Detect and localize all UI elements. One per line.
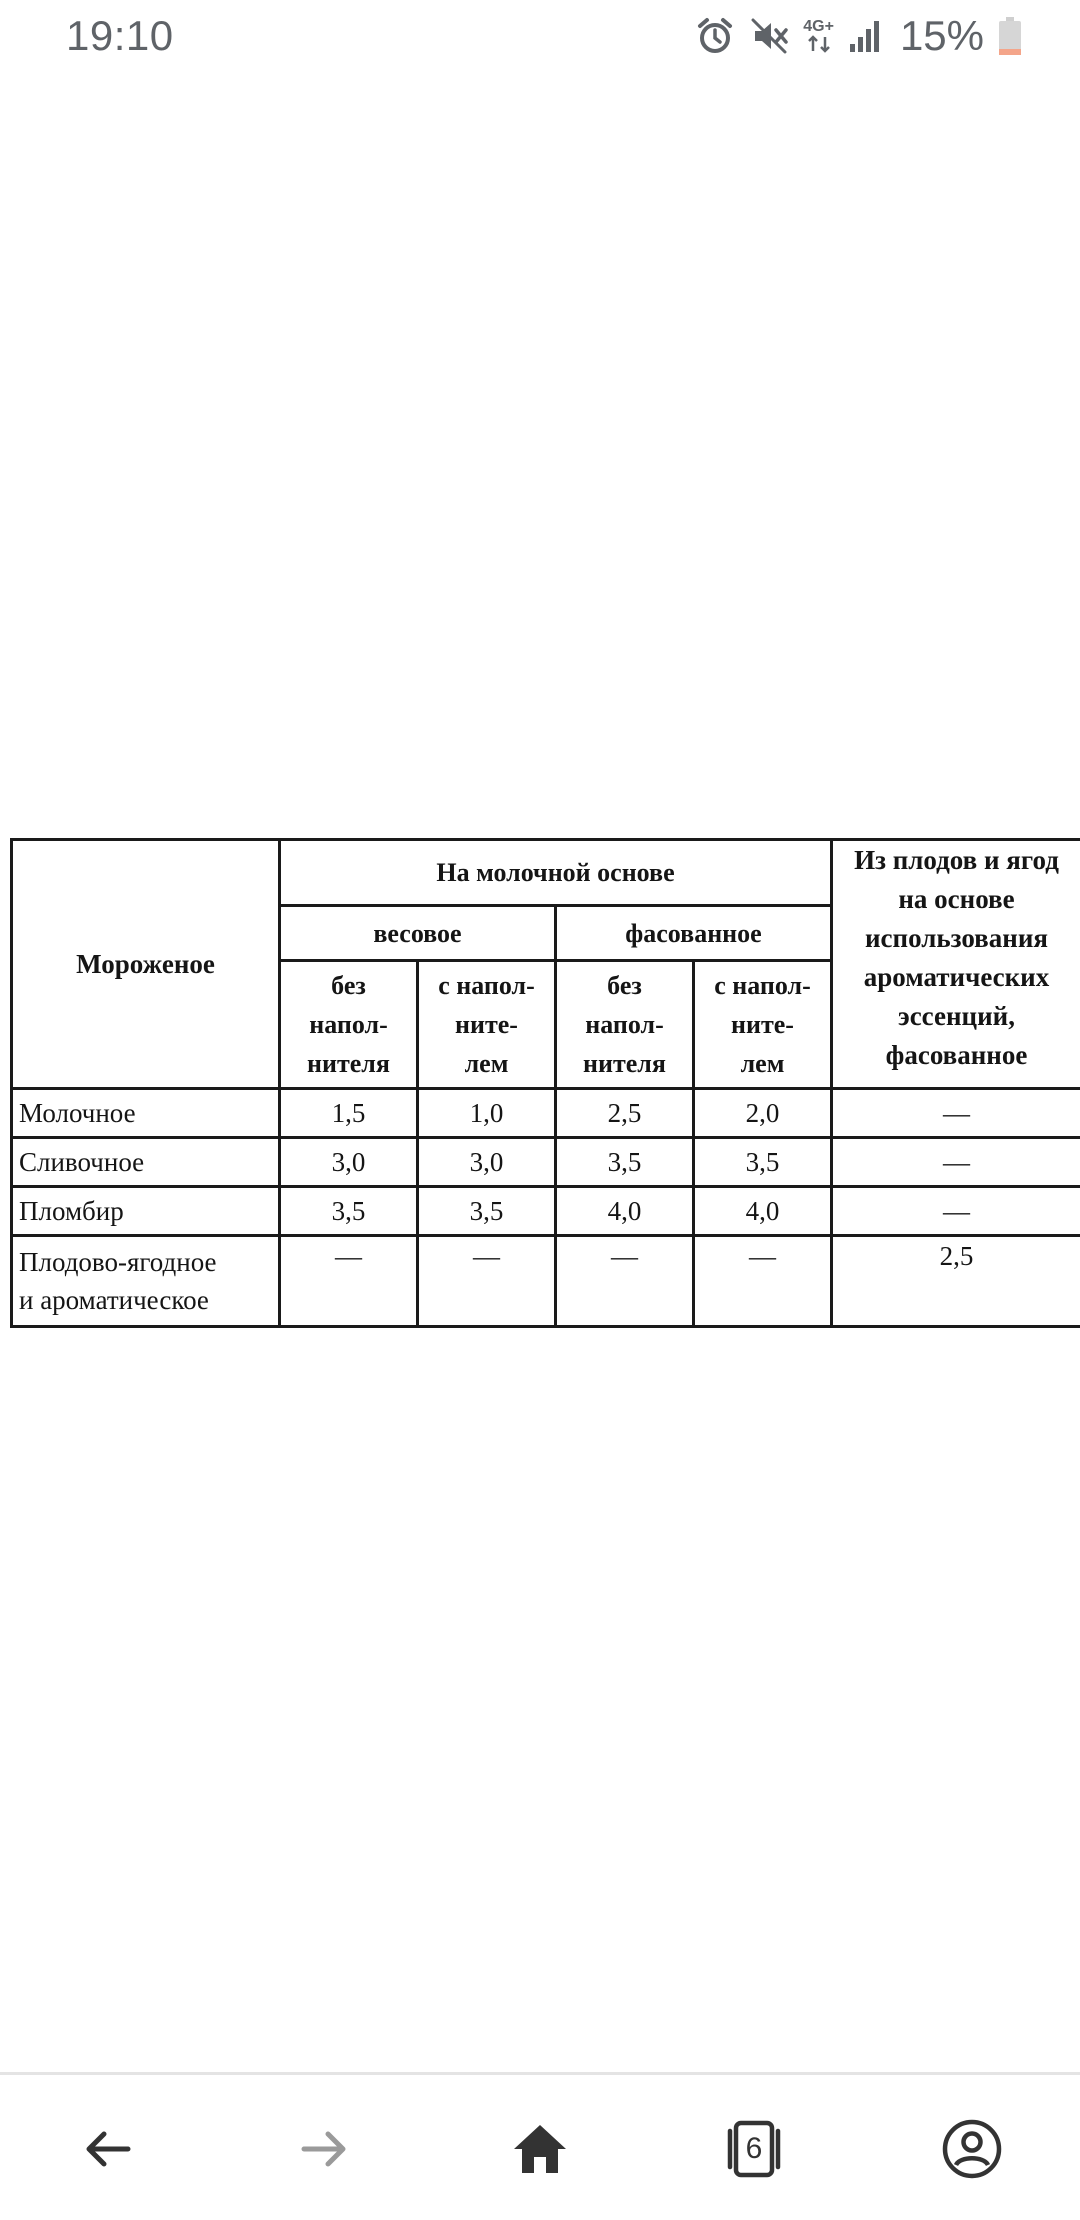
- cell-value: 3,5: [694, 1138, 832, 1187]
- row-label: Плодово-ягодное и ароматическое: [12, 1236, 280, 1327]
- table-row: [12, 1236, 1080, 1327]
- cell-value: 3,5: [556, 1138, 694, 1187]
- table-row: [12, 1089, 1080, 1138]
- cell-value: 2,0: [694, 1089, 832, 1138]
- cell-value: 4,0: [694, 1187, 832, 1236]
- table-row: [12, 1187, 1080, 1236]
- account-button[interactable]: [940, 2117, 1004, 2181]
- status-bar: [0, 0, 1080, 72]
- account-icon: [941, 2118, 1003, 2180]
- row-label: Пломбир: [12, 1187, 280, 1236]
- cell-value: —: [832, 1089, 1080, 1138]
- cell-value: —: [832, 1187, 1080, 1236]
- row-label: Молочное: [12, 1089, 280, 1138]
- cell-value: 1,5: [280, 1089, 418, 1138]
- forward-button[interactable]: [292, 2117, 356, 2181]
- cell-value: 4,0: [556, 1187, 694, 1236]
- network-icon: [803, 19, 834, 53]
- cell-value: —: [556, 1236, 694, 1327]
- signal-icon: [848, 18, 882, 54]
- fruit-header: Из плодов и ягод на основе использования ароматических эссенций, фасованное: [832, 840, 1080, 1089]
- subgroup-header: фасованное: [556, 906, 832, 961]
- battery-percent: 15%: [899, 12, 984, 59]
- cell-value: —: [832, 1138, 1080, 1187]
- cell-value: 2,5: [556, 1089, 694, 1138]
- alarm-icon: [695, 16, 735, 56]
- cell-value: 3,0: [280, 1138, 418, 1187]
- corner-header: Мороженое: [12, 840, 280, 1089]
- home-icon: [510, 2119, 570, 2179]
- subcolumn-header: с напол- ните- лем: [694, 961, 832, 1089]
- row-label: Сливочное: [12, 1138, 280, 1187]
- tabs-count: 6: [745, 2132, 763, 2165]
- forward-arrow-icon: [296, 2121, 352, 2177]
- cell-value: 3,0: [418, 1138, 556, 1187]
- ice-cream-table: [10, 838, 1080, 1328]
- cell-value: —: [280, 1236, 418, 1327]
- bottom-nav-bar: [0, 2072, 1080, 2220]
- group-header: На молочной основе: [280, 840, 832, 906]
- back-arrow-icon: [80, 2121, 136, 2177]
- cell-value: —: [418, 1236, 556, 1327]
- back-button[interactable]: [76, 2117, 140, 2181]
- status-time: 19:10: [66, 12, 174, 59]
- battery-icon: [998, 16, 1022, 56]
- cell-value: 3,5: [418, 1187, 556, 1236]
- status-icons: [695, 12, 1022, 60]
- cell-value: 1,0: [418, 1089, 556, 1138]
- home-button[interactable]: [508, 2117, 572, 2181]
- network-label: 4G+: [803, 18, 834, 35]
- mute-icon: [749, 16, 789, 56]
- cell-value: 3,5: [280, 1187, 418, 1236]
- table-row: [12, 1138, 1080, 1187]
- subgroup-header: весовое: [280, 906, 556, 961]
- tabs-button[interactable]: [722, 2117, 786, 2181]
- subcolumn-header: с напол- ните- лем: [418, 961, 556, 1089]
- cell-value: —: [694, 1236, 832, 1327]
- subcolumn-header: без напол- нителя: [280, 961, 418, 1089]
- subcolumn-header: без напол- нителя: [556, 961, 694, 1089]
- cell-value: 2,5: [832, 1236, 1080, 1327]
